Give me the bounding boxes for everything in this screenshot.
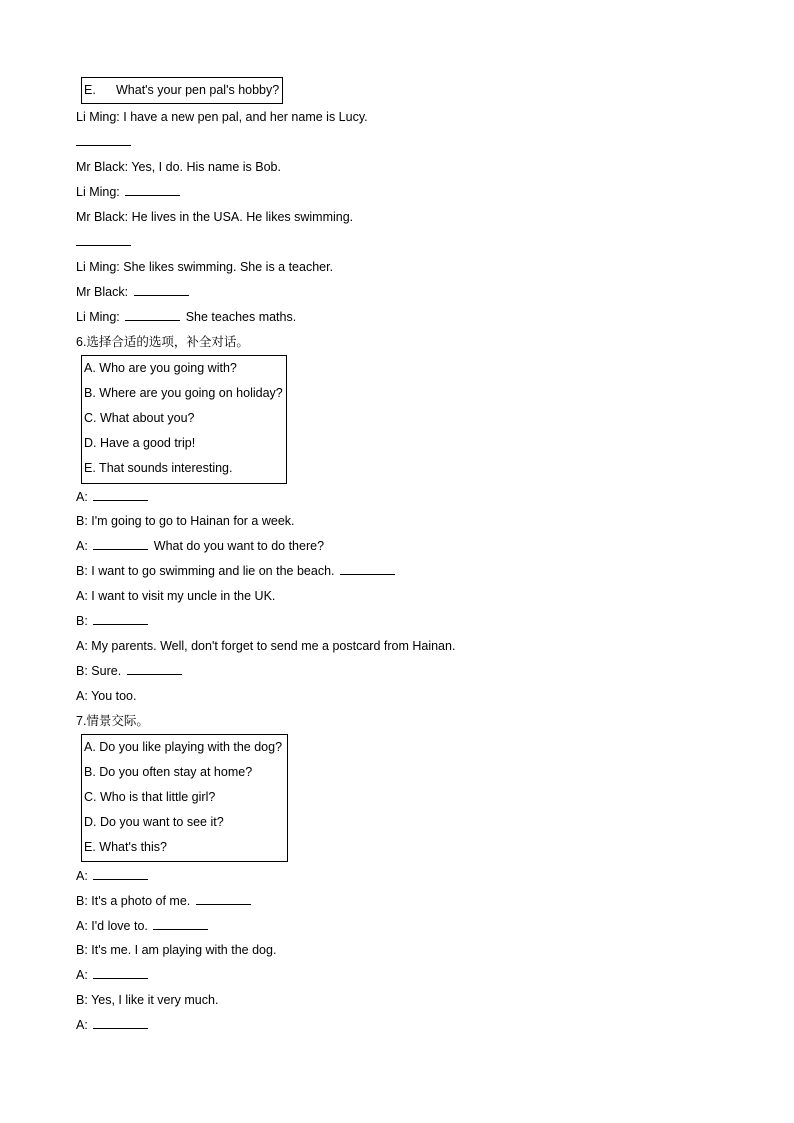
dialogue-line xyxy=(76,488,150,506)
dialogue-line xyxy=(76,587,275,605)
line-text: I want to go swimming and lie on the beach. xyxy=(91,564,338,578)
speaker: B: xyxy=(76,894,92,908)
speaker: A: xyxy=(76,589,92,603)
answer-blank[interactable] xyxy=(127,662,182,675)
speaker: A: xyxy=(76,1018,92,1032)
option-d: D. Do you want to see it? xyxy=(84,815,224,829)
dialogue-line xyxy=(76,941,276,959)
dialogue-line xyxy=(76,637,455,655)
dialogue-line xyxy=(76,1016,150,1034)
speaker: B: xyxy=(76,514,92,528)
dialogue-line xyxy=(76,133,133,151)
option-b: B. Do you often stay at home? xyxy=(84,765,253,779)
answer-blank[interactable] xyxy=(153,917,208,930)
line-text: What do you want to do there? xyxy=(150,539,325,553)
speaker: Mr Black: xyxy=(76,160,132,174)
speaker: B: xyxy=(76,664,92,678)
option-e: E. What's this? xyxy=(84,840,167,854)
speaker: A: xyxy=(76,539,92,553)
dialogue-line xyxy=(76,283,191,301)
speaker: B: xyxy=(76,993,92,1007)
dialogue-line xyxy=(76,183,182,201)
speaker: A: xyxy=(76,968,92,982)
line-text: You too. xyxy=(91,689,137,703)
dialogue-line xyxy=(76,612,150,630)
speaker: B: xyxy=(76,943,92,957)
speaker: A: xyxy=(76,639,92,653)
answer-blank[interactable] xyxy=(93,966,148,979)
speaker: A: xyxy=(76,490,92,504)
dialogue-line xyxy=(76,966,150,984)
answer-blank[interactable] xyxy=(76,233,131,246)
speaker: Li Ming: xyxy=(76,110,124,124)
speaker: Mr Black: xyxy=(76,210,132,224)
line-text: He lives in the USA. He likes swimming. xyxy=(131,210,354,224)
option-d: D. Have a good trip! xyxy=(84,436,196,450)
answer-blank[interactable] xyxy=(134,283,189,296)
line-text: It's a photo of me. xyxy=(91,894,194,908)
section7-option-box xyxy=(81,734,288,862)
line-text: Yes, I do. His name is Bob. xyxy=(131,160,281,174)
line-text: I want to visit my uncle in the UK. xyxy=(91,589,276,603)
answer-blank[interactable] xyxy=(93,537,148,550)
answer-blank[interactable] xyxy=(93,488,148,501)
dialogue-line xyxy=(76,512,295,530)
option-e xyxy=(84,78,282,103)
answer-blank[interactable] xyxy=(93,867,148,880)
option-a: A. Do you like playing with the dog? xyxy=(84,740,283,754)
section6-title: 6.选择合适的选项，补全对话。 xyxy=(76,335,249,349)
dialogue-line xyxy=(76,991,218,1009)
dialogue-line xyxy=(76,258,333,276)
line-text: It's me. I am playing with the dog. xyxy=(91,943,277,957)
dialogue-line xyxy=(76,308,296,326)
line-text: I have a new pen pal, and her name is Lucy. xyxy=(123,110,368,124)
dialogue-line xyxy=(76,562,397,580)
dialogue-line xyxy=(76,108,368,126)
section5-option-box xyxy=(81,77,283,104)
line-text: She teaches maths. xyxy=(182,310,297,324)
option-c: C. Who is that little girl? xyxy=(84,790,216,804)
line-text: I'd love to. xyxy=(91,919,152,933)
line-text: Sure. xyxy=(91,664,125,678)
option-letter: E. xyxy=(84,83,96,97)
dialogue-line xyxy=(76,892,253,910)
speaker: Li Ming: xyxy=(76,185,124,199)
dialogue-line xyxy=(76,687,136,705)
dialogue-line xyxy=(76,233,133,251)
speaker: A: xyxy=(76,919,92,933)
section7-title: 7.情景交际。 xyxy=(76,714,149,728)
line-text: I'm going to go to Hainan for a week. xyxy=(91,514,295,528)
speaker: Li Ming: xyxy=(76,310,124,324)
line-text: Yes, I like it very much. xyxy=(91,993,219,1007)
dialogue-line xyxy=(76,158,281,176)
option-text: What's your pen pal's hobby? xyxy=(116,83,280,97)
speaker: Li Ming: xyxy=(76,260,124,274)
speaker: B: xyxy=(76,614,92,628)
answer-blank[interactable] xyxy=(93,1016,148,1029)
answer-blank[interactable] xyxy=(125,308,180,321)
option-e: E. That sounds interesting. xyxy=(84,461,233,475)
dialogue-line xyxy=(76,537,324,555)
option-b: B. Where are you going on holiday? xyxy=(84,386,283,400)
answer-blank[interactable] xyxy=(93,612,148,625)
speaker: A: xyxy=(76,869,92,883)
speaker: A: xyxy=(76,689,92,703)
answer-blank[interactable] xyxy=(196,892,251,905)
option-a: A. Who are you going with? xyxy=(84,361,237,375)
dialogue-line xyxy=(76,208,353,226)
dialogue-line xyxy=(76,867,150,885)
speaker: Mr Black: xyxy=(76,285,132,299)
option-c: C. What about you? xyxy=(84,411,195,425)
answer-blank[interactable] xyxy=(76,133,131,146)
dialogue-line xyxy=(76,662,184,680)
section6-option-box xyxy=(81,355,287,484)
speaker: B: xyxy=(76,564,92,578)
line-text: She likes swimming. She is a teacher. xyxy=(123,260,334,274)
dialogue-line xyxy=(76,917,210,935)
line-text: My parents. Well, don't forget to send me a postcard from Hainan. xyxy=(91,639,456,653)
answer-blank[interactable] xyxy=(125,183,180,196)
answer-blank[interactable] xyxy=(340,562,395,575)
